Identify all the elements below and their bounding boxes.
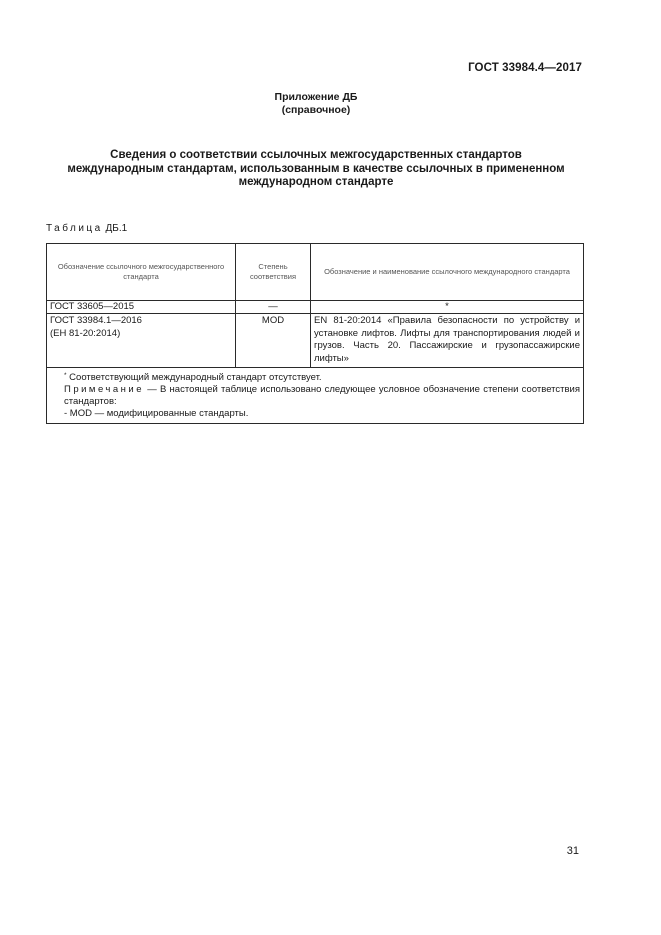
appendix-subtitle: (справочное)	[281, 104, 351, 116]
table-notes-row	[47, 368, 584, 424]
cell-standard: ГОСТ 33605—2015	[47, 301, 236, 314]
appendix-block	[0, 91, 632, 117]
footnote-marker: *	[64, 372, 67, 379]
table-caption-number: ДБ.1	[105, 223, 128, 234]
note	[50, 384, 580, 408]
column-header-international: Обозначение и наименование ссылочного международного стандарта	[311, 244, 584, 301]
column-header-degree: Степень соответствия	[236, 244, 311, 301]
footnote	[50, 370, 580, 384]
heading-line-1: Сведения о соответствии ссылочных межгосударственных стандартов	[110, 149, 522, 161]
cell-degree: —	[236, 301, 311, 314]
cell-standard-extra: (ЕН 81-20:2014)	[50, 327, 121, 339]
table-row	[47, 301, 584, 314]
table-notes	[47, 368, 584, 424]
cell-standard	[47, 314, 236, 368]
column-header-standard: Обозначение ссылочного межгосударственного стандарта	[47, 244, 236, 301]
reference-table	[46, 243, 584, 424]
table-header-row	[47, 244, 584, 301]
cell-degree: MOD	[236, 314, 311, 368]
table-row	[47, 314, 584, 368]
note-item: - MOD — модифицированные стандарты.	[64, 408, 249, 419]
note-text: — В настоящей таблице использовано следующее условное обозначение степени соответствия стандартов:	[64, 384, 581, 407]
cell-international: EN 81-20:2014 «Правила безопасности по устройству и установке лифтов. Лифты для транспортирования людей и грузов. Часть 20. Пассажирские и грузопассажирские лифты»	[311, 314, 584, 368]
table-caption-prefix: Таблица	[46, 223, 103, 234]
cell-standard-code: ГОСТ 33984.1—2016	[50, 315, 142, 326]
cell-international: *	[311, 301, 584, 314]
appendix-title: Приложение ДБ	[274, 91, 358, 103]
page-number: 31	[566, 845, 579, 857]
note-label: Примечание	[64, 384, 144, 395]
section-heading	[40, 149, 592, 190]
footnote-text: Соответствующий международный стандарт отсутствует.	[69, 372, 322, 383]
document-code: ГОСТ 33984.4—2017	[468, 62, 582, 74]
heading-line-3: международном стандарте	[238, 176, 394, 188]
table-caption	[46, 223, 127, 234]
heading-line-2: международным стандартам, использованным в качестве ссылочных в примененном	[67, 162, 565, 175]
